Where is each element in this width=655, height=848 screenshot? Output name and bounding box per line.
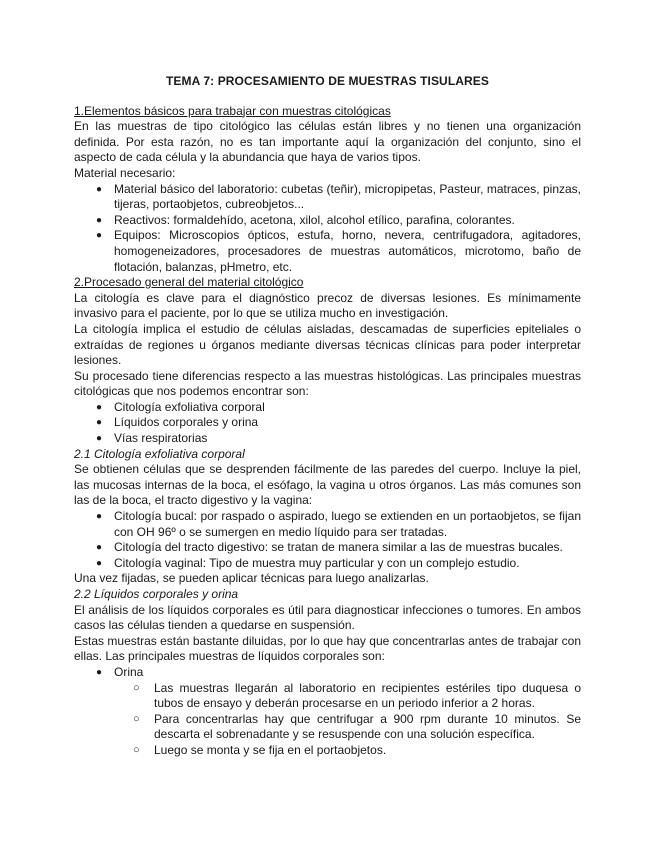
section-1-paragraph-2: Material necesario:	[74, 165, 176, 180]
hollow-bullet-icon: ○	[133, 743, 140, 756]
bullet-icon: ●	[96, 230, 103, 242]
list-item: ● Citología vaginal: Tipo de muestra muy particular y con un complejo estudio.	[96, 555, 520, 570]
section-2-heading: 2.Procesado general del material citológico	[74, 275, 304, 290]
list-item: ● Líquidos corporales y orina	[96, 415, 259, 430]
section-2-2-paragraph-1: El análisis de los líquidos corporales es útil para diagnosticar infecciones o tumores. En ambos casos las células tienden a quedarse en suspensión.	[74, 602, 581, 633]
list-item: ● Citología bucal: por raspado o aspirado, luego se extienden en un portaobjetos, se fijan con OH 96º o se sumergen en medio líquido para ser tratadas.	[96, 509, 581, 539]
hollow-bullet-icon: ○	[133, 712, 140, 725]
section-2-paragraph-2: La citología implica el estudio de células aisladas, descamadas de superficies epiteliales o extraídas de regiones u órganos mediante diversas técnicas clínicas para poder interpretar lesiones.	[74, 321, 581, 368]
list-item: ○ Las muestras llegarán al laboratorio en recipientes estériles tipo duquesa o tubos de ensayo y deberán procesarse en un periodo inferior a 2 horas.	[133, 680, 581, 711]
list-item: ● Orina	[96, 664, 144, 679]
list-item: ● Material básico del laboratorio: cubetas (teñir), micropipetas, Pasteur, matraces, pinzas, tijeras, portaobjetos, cubreobjetos...	[96, 181, 581, 212]
list-item: ● Equipos: Microscopios ópticos, estufa, horno, nevera, centrifugadora, agitadores, homogeneizadores, procesadores de muestras automáticos, microtomo, baño de flotación, balanzas, pHmetro, etc.	[96, 228, 581, 274]
section-2-1-paragraph-1: Se obtienen células que se desprenden fácilmente de las paredes del cuerpo. Incluye la piel, las mucosas internas de la boca, el esófago, la vagina u otros órganos. Las más comunes son las de la boca, el tracto digestivo y la vagina:	[74, 462, 581, 508]
section-2-1-list	[74, 509, 581, 571]
list-item: ● Vías respiratorias	[96, 431, 208, 446]
list-item: ● Citología del tracto digestivo: se tratan de manera similar a las de muestras bucales.	[96, 540, 563, 555]
bullet-icon: ●	[96, 511, 103, 523]
list-item: ○ Luego se monta y se fija en el portaobjetos.	[133, 742, 387, 757]
hollow-bullet-icon: ○	[133, 681, 140, 694]
section-2-2-heading: 2.2 Líquidos corporales y orina	[74, 587, 239, 601]
bullet-icon: ●	[96, 417, 103, 429]
bullet-icon: ●	[96, 183, 103, 195]
section-2-list	[74, 400, 581, 447]
bullet-icon: ●	[96, 433, 103, 445]
section-2-paragraph-3: Su procesado tiene diferencias respecto a las muestras histológicas. Las principales muestras citológicas que nos podemos encontrar son:	[74, 368, 581, 399]
section-2-2-sublist	[74, 681, 581, 759]
document-title: TEMA 7: PROCESAMIENTO DE MUESTRAS TISULARES	[166, 74, 489, 88]
list-item: ● Citología exfoliativa corporal	[96, 399, 265, 414]
section-2-1-heading: 2.1 Citología exfoliativa corporal	[74, 446, 245, 461]
list-item: ○ Para concentrarlas hay que centrifugar a 900 rpm durante 10 minutos. Se descarta el sobrenadante y se resuspende con una solución específica.	[133, 711, 581, 742]
section-1-list	[74, 182, 581, 276]
bullet-icon: ●	[96, 214, 103, 226]
section-2-paragraph-1: La citología es clave para el diagnóstico precoz de diversas lesiones. Es mínimamente invasivo para el paciente, por lo que se utiliza mucho en investigación.	[74, 290, 581, 321]
bullet-icon: ●	[96, 542, 103, 554]
section-2-1-paragraph-2: Una vez fijadas, se pueden aplicar técnicas para luego analizarlas.	[74, 571, 429, 586]
section-1-heading: 1.Elementos básicos para trabajar con muestras citológicas	[74, 103, 391, 118]
section-2-2-list	[74, 665, 581, 681]
list-item: ● Reactivos: formaldehído, acetona, xilol, alcohol etílico, parafina, colorantes.	[96, 212, 515, 227]
section-1-paragraph-1: En las muestras de tipo citológico las células están libres y no tienen una organización definida. Por esta razón, no es tan importante aquí la organización del conjunto, sino el aspecto de cada célula y la abundancia que haya de varios tipos.	[74, 119, 581, 165]
section-2-2-paragraph-2: Estas muestras están bastante diluidas, por lo que hay que concentrarlas antes de trabajar con ellas. Las principales muestras de líquidos corporales son:	[74, 633, 581, 664]
bullet-icon: ●	[96, 557, 103, 569]
bullet-icon: ●	[96, 401, 103, 413]
bullet-icon: ●	[96, 666, 103, 678]
